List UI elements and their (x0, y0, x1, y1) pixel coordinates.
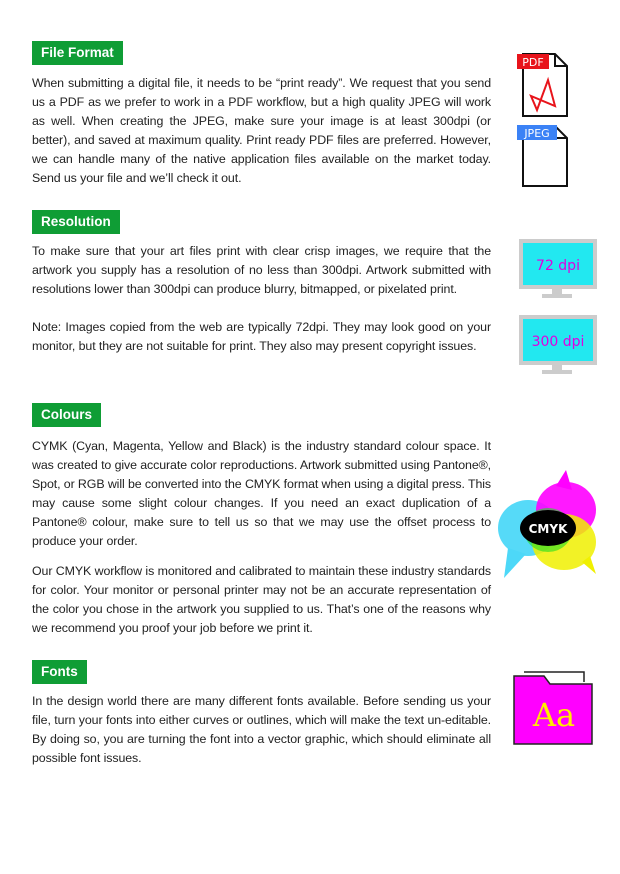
file-format-text: When submitting a digital file, it needs to be “print ready”. We request that you send us a PDF as we prefer to work in a PDF workflow, but a high quality JPEG will work as well. When creating the JPEG, make sure your image is at least 300dpi (or better), and saved at maximum quality. Print ready PDF files are preferred. However, we can handle many of the native application files available on the market today. Send us your file and we’ll check it out. (32, 76, 491, 185)
svg-text:JPEG: JPEG (524, 127, 550, 140)
monitor-72dpi-icon (521, 241, 595, 298)
resolution-note: Note: Images copied from the web are typically 72dpi. They may look good on your monitor, but they are not suitable for print. They also may present copyright issues. (32, 320, 491, 353)
file-type-icons (515, 50, 571, 190)
monitor-icons (518, 238, 598, 384)
colours-heading: Colours (32, 403, 101, 427)
jpeg-file-icon (517, 125, 567, 186)
monitor-300dpi-icon (521, 317, 595, 374)
svg-text:CMYK: CMYK (528, 522, 568, 536)
svg-text:PDF: PDF (522, 56, 544, 69)
colours-text-2: Our CMYK workflow is monitored and calibrated to maintain these industry standards for color. Your monitor or personal printer may not be an accurate representation of the color you chose in the artwork you supplied to us. That’s one of the reasons why we recommend you proof your job before we print it. (32, 564, 491, 635)
svg-text:Aa: Aa (532, 696, 576, 734)
fonts-heading: Fonts (32, 660, 87, 684)
pdf-file-icon (517, 54, 567, 116)
svg-text:300 dpi: 300 dpi (531, 334, 585, 350)
file-format-heading: File Format (32, 41, 123, 65)
svg-text:72 dpi: 72 dpi (536, 258, 580, 274)
font-folder-icon (510, 670, 596, 748)
fonts-text: In the design world there are many different fonts available. Before sending us your file, turn your fonts into either curves or outlines, which will make the text un-editable. By doing so, you are turning the font into a vector graphic, which should eliminate all possible font issues. (32, 694, 491, 765)
resolution-text: To make sure that your art files print with clear crisp images, we require that the artwork you supply has a resolution of no less than 300dpi. Artwork submitted with resolutions lower than 300dpi can produce blurry, bitmapped, or pixelated print. (32, 244, 491, 296)
resolution-heading: Resolution (32, 210, 120, 234)
cmyk-icon (496, 470, 602, 582)
colours-text-1: CYMK (Cyan, Magenta, Yellow and Black) is the industry standard colour space. It was created to give accurate color reproductions. Artwork submitted using Pantone®, Spot, or RGB will be converted into the CMYK format when using a digital press. This may cause some slight colour changes. If you need an exact duplication of a Pantone® colour, make sure to tell us so that we may use the offset process to produce your order. (32, 439, 491, 548)
